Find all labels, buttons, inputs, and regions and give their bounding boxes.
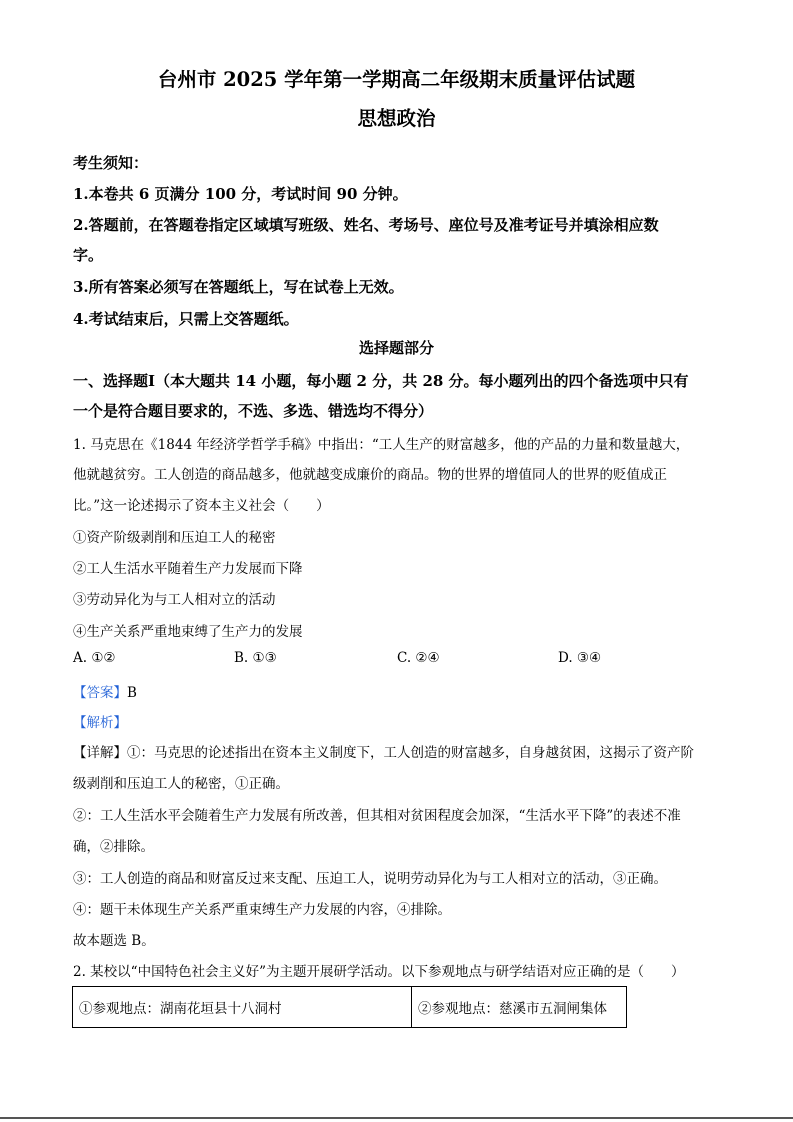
answer-tag: 【答案】 (73, 685, 127, 701)
analysis-text: ③：工人创造的商品和财富反过来支配、压迫工人，说明劳动异化为与工人相对立的活动，③正确。 (73, 871, 667, 887)
statement-item: ②工人生活水平随着生产力发展而下降 (73, 561, 303, 577)
question-stem: 他就越贫穷。工人创造的商品越多，他就越变成廉价的商品。物的世界的增值同人的世界的贬值成正 (73, 467, 667, 483)
notice-item: 1.本卷共 6 页满分 100 分，考试时间 90 分钟。 (73, 185, 408, 203)
part-instructions: 一个是符合题目要求的，不选、多选、错选均不得分） (73, 402, 434, 420)
table-cell: ①参观地点：湖南花垣县十八洞村 (73, 987, 412, 1028)
analysis-text: 级剥削和压迫工人的秘密，①正确。 (73, 776, 289, 792)
option-c: C. ②④ (397, 650, 440, 666)
table-cell: ②参观地点：慈溪市五洞闸集体 (412, 987, 627, 1028)
page-bottom-rule (0, 1117, 793, 1119)
question-stem: 2. 某校以“中国特色社会主义好”为主题开展研学活动。以下参观地点与研学结语对应正确的是（ ） (73, 964, 685, 980)
notice-item: 2.答题前，在答题卷指定区域填写班级、姓名、考场号、座位号及准考证号并填涂相应数 (73, 216, 659, 234)
exam-subject: 思想政治 (357, 107, 436, 130)
option-d: D. ③④ (558, 650, 602, 666)
analysis-text: ④：题干未体现生产关系严重束缚生产力发展的内容，④排除。 (73, 902, 451, 918)
notice-heading: 考生须知： (73, 154, 149, 172)
analysis-conclusion: 故本题选 B。 (73, 933, 155, 949)
analysis-text: 确，②排除。 (73, 839, 154, 855)
part-instructions: 一、选择题Ⅰ（本大题共 14 小题，每小题 2 分，共 28 分。每小题列出的四个备选项中只有 (73, 372, 689, 390)
analysis-text: ②：工人生活水平会随着生产力发展有所改善，但其相对贫困程度会加深，“生活水平下降”的表述不准 (73, 808, 681, 824)
exam-title: 台州市 2025 学年第一学期高二年级期末质量评估试题 (157, 68, 636, 91)
notice-item: 字。 (73, 246, 104, 264)
analysis-tag: 【解析】 (73, 715, 127, 731)
option-b: B. ①③ (234, 650, 277, 666)
table-row (73, 987, 627, 1028)
statement-item: ④生产关系严重地束缚了生产力的发展 (73, 624, 303, 640)
visit-sites-table (72, 986, 627, 1028)
answer-line (73, 681, 137, 701)
question-stem: 1. 马克思在《1844 年经济学哲学手稿》中指出：“工人生产的财富越多，他的产品的力量和数量越大， (73, 437, 690, 453)
notice-item: 4.考试结束后，只需上交答题纸。 (73, 310, 299, 328)
answer-value: B (127, 685, 137, 701)
question-stem: 比。”这一论述揭示了资本主义社会（ ） (73, 498, 330, 514)
statement-item: ①资产阶级剥削和压迫工人的秘密 (73, 530, 276, 546)
option-a: A. ①② (73, 650, 116, 666)
analysis-text: 【详解】①：马克思的论述指出在资本主义制度下，工人创造的财富越多，自身越贫困，这揭示了资产阶 (73, 745, 694, 761)
notice-item: 3.所有答案必须写在答题纸上，写在试卷上无效。 (73, 278, 404, 296)
statement-item: ③劳动异化为与工人相对立的活动 (73, 592, 276, 608)
section-title: 选择题部分 (358, 339, 434, 357)
